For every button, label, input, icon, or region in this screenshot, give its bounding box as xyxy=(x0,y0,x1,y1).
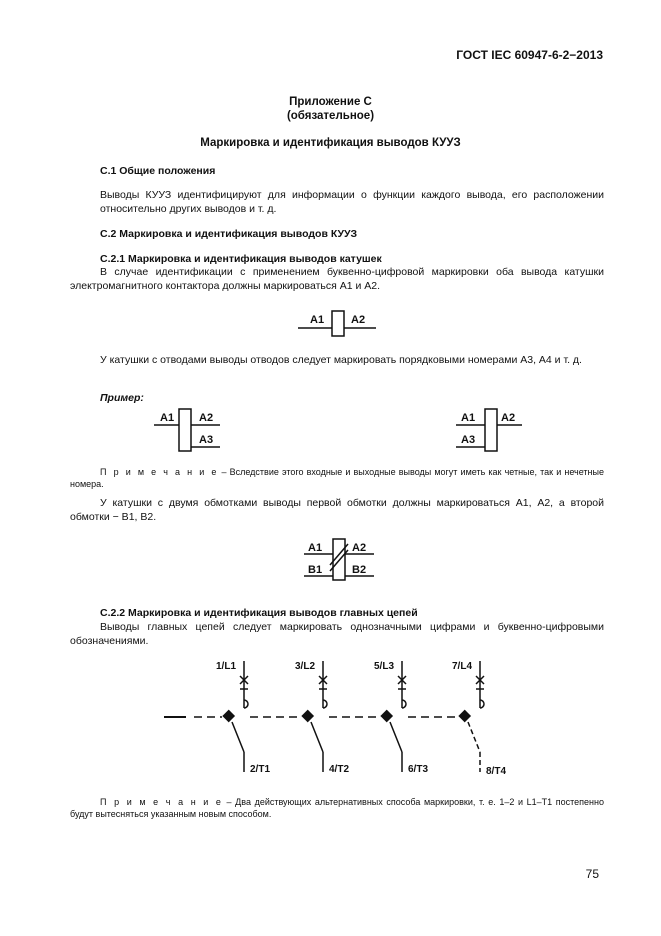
example-right-diagram xyxy=(452,405,532,455)
page-number: 75 xyxy=(585,867,599,881)
pole-3-bottom: 6/T3 xyxy=(408,764,429,775)
example-right-a1: А1 xyxy=(461,412,476,424)
note-1 xyxy=(70,466,604,490)
pole-3-top: 5/L3 xyxy=(374,661,395,672)
example-right-coil xyxy=(485,409,497,451)
example-right-a2: А2 xyxy=(501,412,516,424)
taps-text: У катушки с отводами выводы отводов следует маркировать порядковыми номерами А3, А4 и т. д. xyxy=(100,354,582,366)
note-2-label: П р и м е ч а н и е xyxy=(100,797,223,807)
example-left-coil xyxy=(179,409,191,451)
main-circuits-diagram xyxy=(160,656,520,776)
double-coil-b1: В1 xyxy=(308,564,323,576)
pole-1-top: 1/L1 xyxy=(216,661,237,672)
example-left-a1: А1 xyxy=(160,412,175,424)
section-c1-text: Выводы КУУЗ идентифицируют для информации о функции каждого вывода, его расположении относительно других выводов и т. д. xyxy=(100,189,604,215)
note-2 xyxy=(70,796,604,820)
example-left-a2: А2 xyxy=(199,412,214,424)
pole-4-top: 7/L4 xyxy=(452,661,473,672)
section-c22-text: Выводы главных цепей следует маркировать однозначными цифрами и буквенно-цифровыми обозначениями. xyxy=(70,621,604,647)
double-coil-b2: В2 xyxy=(352,564,367,576)
note-2-text: – Два действующих альтернативных способа маркировки, т. е. 1–2 и L1–T1 постепенно будут вытесняться указанным новым способом. xyxy=(70,797,604,819)
annex-heading: Маркировка и идентификация выводов КУУЗ xyxy=(200,137,461,149)
coil-diagram xyxy=(290,306,380,340)
pole-4-bottom: 8/T4 xyxy=(486,766,507,776)
note-1-label: П р и м е ч а н и е xyxy=(100,467,219,477)
annex-subtitle: (обязательное) xyxy=(286,110,375,122)
example-left-diagram xyxy=(150,405,230,455)
section-c2-heading: С.2 Маркировка и идентификация выводов КУУЗ xyxy=(100,228,358,240)
coil-label-a1: А1 xyxy=(310,314,325,326)
section-c1-heading: С.1 Общие положения xyxy=(100,165,216,177)
coil-box xyxy=(332,311,344,336)
two-windings-text: У катушки с двумя обмотками выводы первой обмотки должны маркироваться А1, А2, а второй обмотки − В1, В2. xyxy=(70,497,604,523)
double-coil-diagram xyxy=(300,536,380,582)
pole-2-bottom: 4/T2 xyxy=(329,764,350,775)
section-c22-heading: С.2.2 Маркировка и идентификация выводов главных цепей xyxy=(100,607,418,619)
pole-2-top: 3/L2 xyxy=(295,661,316,672)
section-c21-text: В случае идентификации с применением буквенно-цифровой маркировки оба вывода катушки электромагнитного контактора должны маркироваться А1 и А2. xyxy=(70,266,604,292)
example-left-a3: А3 xyxy=(199,434,214,446)
example-right-a3: А3 xyxy=(461,434,476,446)
example-label: Пример: xyxy=(100,392,144,404)
standard-header: ГОСТ IEC 60947-6-2−2013 xyxy=(456,48,603,62)
double-coil-a1: А1 xyxy=(308,542,323,554)
double-coil-a2: А2 xyxy=(352,542,367,554)
section-c21-heading: С.2.1 Маркировка и идентификация выводов катушек xyxy=(100,253,382,265)
note-1-text: – Вследствие этого входные и выходные выводы могут иметь как четные, так и нечетные номера. xyxy=(70,467,604,489)
annex-title: Приложение С xyxy=(289,96,372,108)
pole-4 xyxy=(452,661,506,776)
pole-1 xyxy=(216,661,270,775)
pole-1-bottom: 2/T1 xyxy=(250,764,271,775)
pole-3 xyxy=(374,661,428,775)
pole-2 xyxy=(295,661,349,775)
coil-label-a2: А2 xyxy=(351,314,366,326)
